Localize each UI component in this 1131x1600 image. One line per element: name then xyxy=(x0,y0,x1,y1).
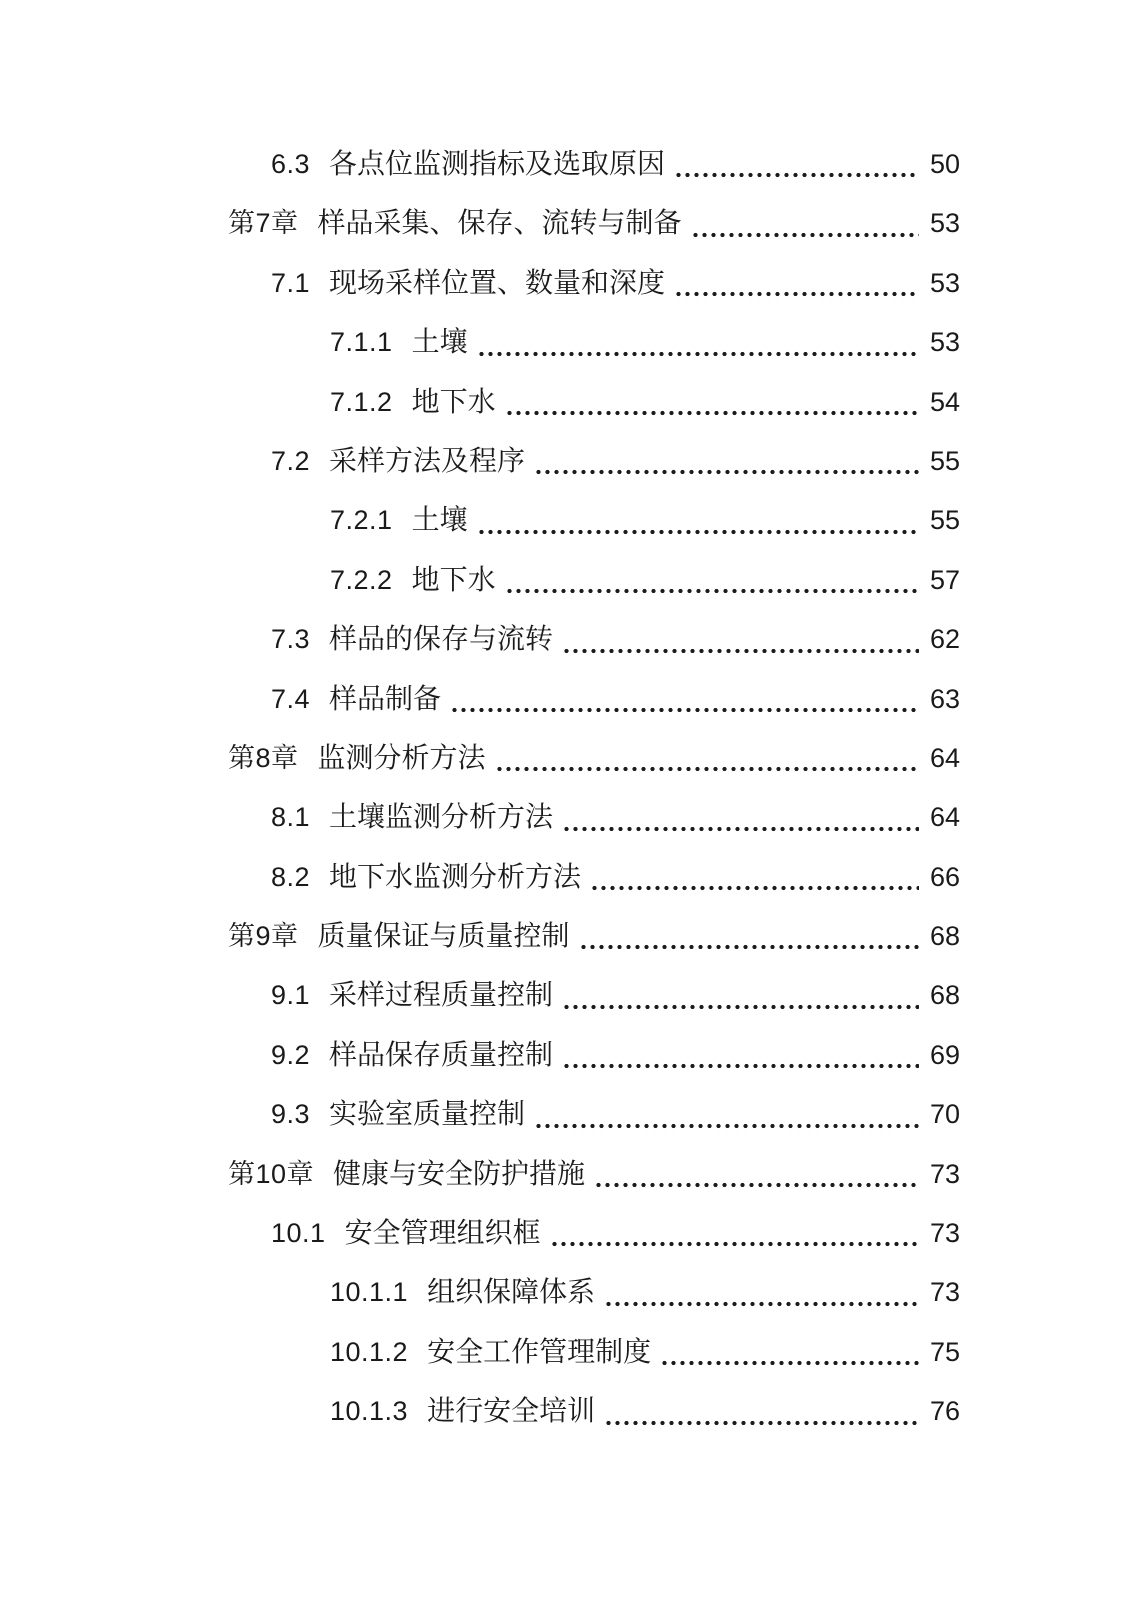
toc-entry-title: 安全工作管理制度 xyxy=(427,1336,652,1368)
toc-entry-page-number: 62 xyxy=(929,624,960,655)
toc-entry-page-number: 68 xyxy=(929,921,960,952)
toc-entry-page-number: 73 xyxy=(929,1277,960,1308)
dot-leader xyxy=(594,1145,919,1204)
toc-entry[interactable] xyxy=(0,1204,1131,1263)
dot-leader xyxy=(477,491,919,550)
toc-entry-number: 7.2 xyxy=(271,445,311,476)
toc-entry-number: 9.1 xyxy=(271,980,311,1011)
toc-entry-page-number: 55 xyxy=(929,445,960,476)
toc-entry-title: 样品保存质量控制 xyxy=(329,1039,554,1071)
dot-leader xyxy=(495,729,919,788)
toc-entry[interactable] xyxy=(0,432,1131,491)
toc-entry[interactable] xyxy=(0,135,1131,194)
toc-entry-title: 土壤 xyxy=(411,327,468,359)
toc-entry-page-number: 69 xyxy=(929,1039,960,1070)
dot-leader xyxy=(534,1085,919,1144)
toc-entry[interactable] xyxy=(0,551,1131,610)
toc-entry-page-number: 76 xyxy=(929,1396,960,1427)
toc-entry-number: 7.1 xyxy=(271,267,311,298)
toc-entry-title: 土壤监测分析方法 xyxy=(329,802,554,834)
toc-entry-title: 健康与安全防护措施 xyxy=(333,1158,586,1190)
dot-leader xyxy=(505,551,919,610)
toc-entry-page-number: 63 xyxy=(929,683,960,714)
toc-entry-title: 样品制备 xyxy=(329,683,442,715)
toc-entry-title: 质量保证与质量控制 xyxy=(317,921,570,953)
dot-leader xyxy=(660,1323,919,1382)
toc-entry-title: 样品的保存与流转 xyxy=(329,624,554,656)
toc-entry-page-number: 75 xyxy=(929,1336,960,1367)
toc-entry[interactable] xyxy=(0,1263,1131,1322)
toc-entry-page-number: 53 xyxy=(929,327,960,358)
dot-leader xyxy=(562,1026,919,1085)
toc-entry-number: 7.2.1 xyxy=(330,505,393,536)
dot-leader xyxy=(450,670,919,729)
toc-entry-number: 7.2.2 xyxy=(330,564,393,595)
dot-leader xyxy=(562,610,919,669)
dot-leader xyxy=(505,373,919,432)
dot-leader xyxy=(562,788,919,847)
dot-leader xyxy=(674,254,919,313)
toc-entry[interactable] xyxy=(0,670,1131,729)
toc-entry-page-number: 50 xyxy=(929,149,960,179)
toc-entry-number: 10.1.3 xyxy=(330,1396,409,1427)
dot-leader xyxy=(477,313,919,372)
dot-leader xyxy=(604,1382,919,1441)
toc-entry-number: 6.3 xyxy=(271,149,311,179)
toc-entry[interactable] xyxy=(0,907,1131,966)
toc-entry-number: 7.1.1 xyxy=(330,327,393,358)
toc-entry[interactable] xyxy=(0,1026,1131,1085)
toc-entry[interactable] xyxy=(0,729,1131,788)
toc-entry[interactable] xyxy=(0,966,1131,1025)
toc-entry-number: 7.3 xyxy=(271,624,311,655)
dot-leader xyxy=(550,1204,919,1263)
toc-entry-page-number: 57 xyxy=(929,564,960,595)
toc-entry-title: 各点位监测指标及选取原因 xyxy=(329,149,666,180)
toc-entry-number: 8.1 xyxy=(271,802,311,833)
toc-entry[interactable] xyxy=(0,373,1131,432)
toc-entry-number: 9.3 xyxy=(271,1099,311,1130)
dot-leader xyxy=(691,194,919,253)
toc-entry[interactable] xyxy=(0,1382,1131,1441)
toc-entry[interactable] xyxy=(0,1145,1131,1204)
toc-entry-number: 10.1.2 xyxy=(330,1336,409,1367)
toc-entry-number: 10.1.1 xyxy=(330,1277,409,1308)
toc-entry-page-number: 54 xyxy=(929,386,960,417)
toc-entry-title: 安全管理组织框 xyxy=(344,1218,541,1250)
toc-entry-title: 地下水监测分析方法 xyxy=(329,861,582,893)
toc-entry-title: 进行安全培训 xyxy=(427,1396,596,1428)
toc-entry[interactable] xyxy=(0,1323,1131,1382)
toc-entry-page-number: 53 xyxy=(929,267,960,298)
toc-entry-page-number: 73 xyxy=(929,1218,960,1249)
toc-entry[interactable] xyxy=(0,788,1131,847)
toc-entry-title: 采样方法及程序 xyxy=(329,445,526,477)
toc-entry-page-number: 53 xyxy=(929,208,960,239)
toc-entry-title: 样品采集、保存、流转与制备 xyxy=(317,208,682,240)
toc-entry-page-number: 64 xyxy=(929,742,960,773)
toc-entry-title: 地下水 xyxy=(411,386,496,418)
toc-entry-page-number: 64 xyxy=(929,802,960,833)
toc-entry-number: 第10章 xyxy=(228,1158,315,1189)
toc-entry[interactable] xyxy=(0,313,1131,372)
toc-entry-number: 9.2 xyxy=(271,1039,311,1070)
toc-entry[interactable] xyxy=(0,1085,1131,1144)
dot-leader xyxy=(562,966,919,1025)
toc-entry-title: 组织保障体系 xyxy=(427,1277,596,1309)
toc-entry-number: 7.1.2 xyxy=(330,386,393,417)
dot-leader xyxy=(579,907,919,966)
toc-entry-title: 实验室质量控制 xyxy=(329,1099,526,1131)
toc-entry-title: 现场采样位置、数量和深度 xyxy=(329,267,666,299)
toc-entry-number: 8.2 xyxy=(271,861,311,892)
dot-leader xyxy=(590,848,919,907)
toc-entry[interactable] xyxy=(0,610,1131,669)
toc-entry[interactable] xyxy=(0,194,1131,253)
toc-entry-title: 地下水 xyxy=(411,564,496,596)
toc-entry-title: 采样过程质量控制 xyxy=(329,980,554,1012)
toc-entry-page-number: 55 xyxy=(929,505,960,536)
dot-leader xyxy=(674,135,919,194)
toc-entry[interactable] xyxy=(0,848,1131,907)
toc-entry[interactable] xyxy=(0,254,1131,313)
toc-entry-page-number: 66 xyxy=(929,861,960,892)
toc-entry-number: 第9章 xyxy=(228,921,299,952)
toc-entry-page-number: 70 xyxy=(929,1099,960,1130)
toc-entry-page-number: 68 xyxy=(929,980,960,1011)
toc-entry[interactable] xyxy=(0,491,1131,550)
toc-entry-number: 第7章 xyxy=(228,208,299,239)
toc-entry-page-number: 73 xyxy=(929,1158,960,1189)
toc-entry-number: 10.1 xyxy=(271,1218,326,1249)
dot-leader xyxy=(534,432,919,491)
dot-leader xyxy=(604,1263,919,1322)
toc-entry-title: 土壤 xyxy=(411,505,468,537)
toc-entry-number: 7.4 xyxy=(271,683,311,714)
toc-entry-title: 监测分析方法 xyxy=(317,742,486,774)
toc-entry-number: 第8章 xyxy=(228,742,299,773)
